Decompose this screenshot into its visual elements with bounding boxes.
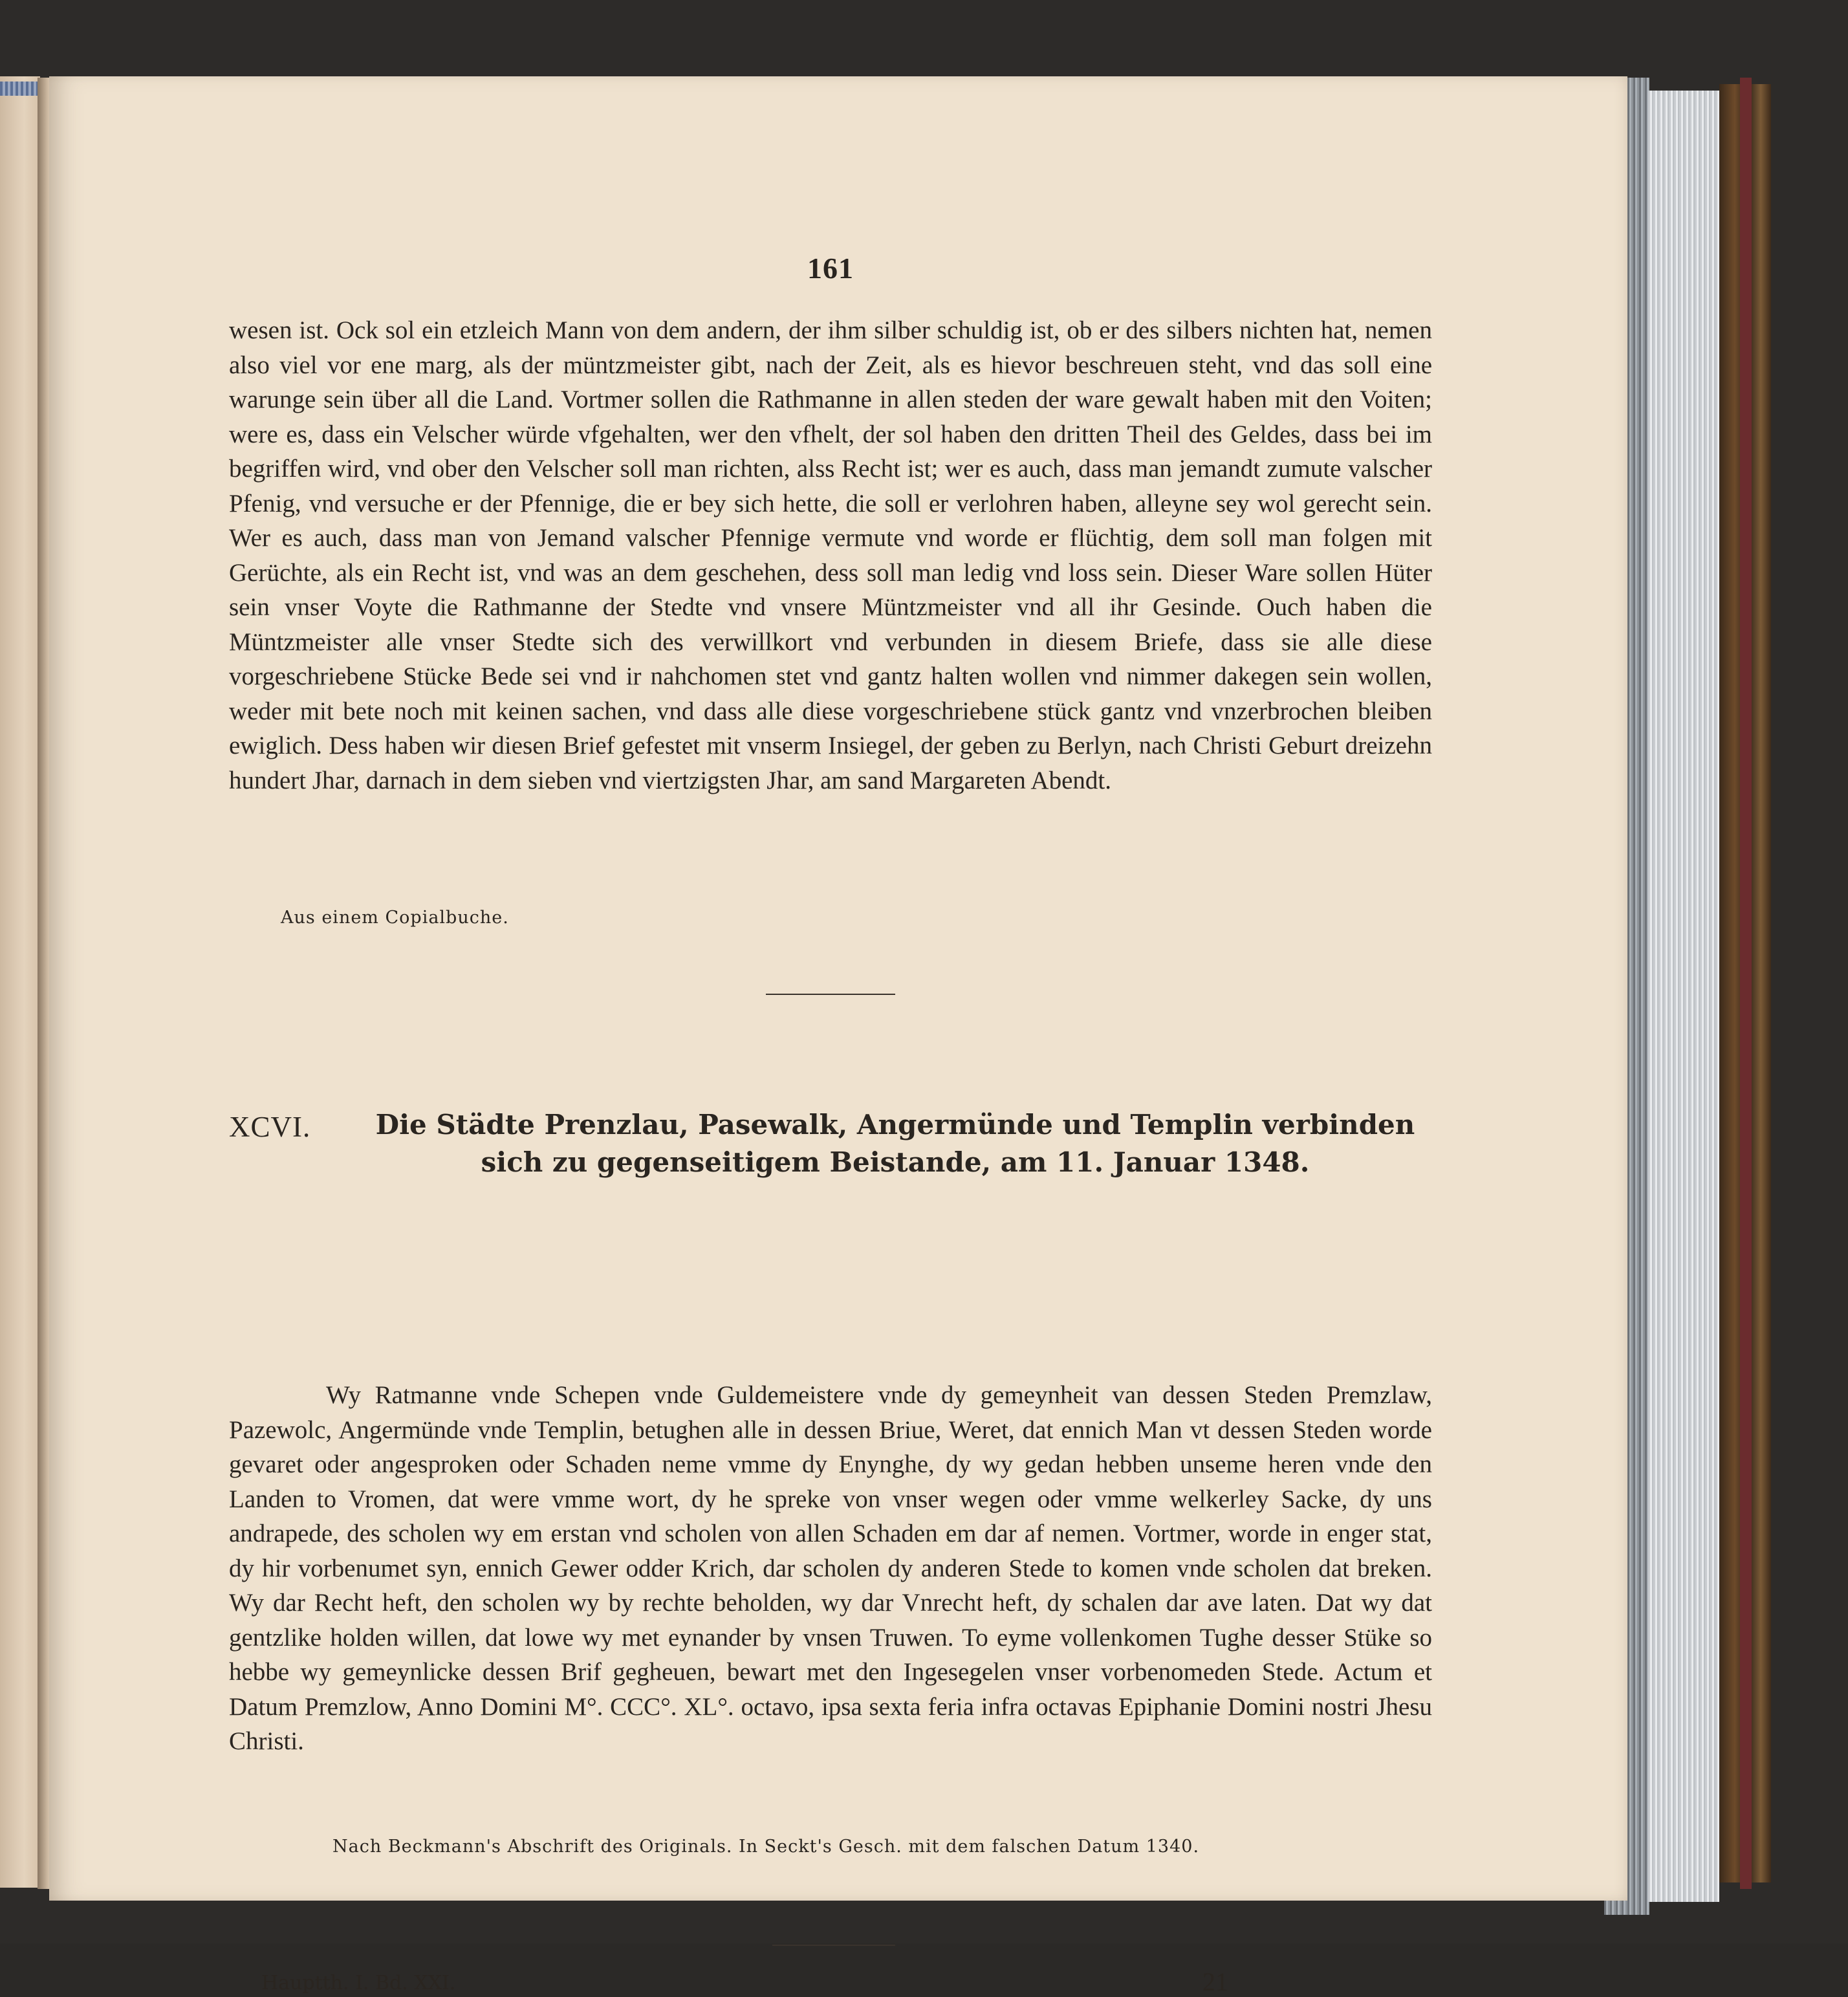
- section-divider-1: [766, 994, 895, 995]
- footer-signature: Hauptth. I. Bd. XXI.: [261, 1972, 456, 1994]
- source-note-1: Aus einem Copialbuche.: [281, 908, 509, 928]
- section-number: XCVI.: [229, 1111, 311, 1143]
- section-heading: Die Städte Prenzlau, Pasewalk, Angermünde und Templin verbinden sich zu gegenseitigem Beistande, am 11. Januar 1348.: [375, 1109, 1415, 1178]
- cover-spine: [1740, 78, 1752, 1889]
- book-page: [49, 76, 1627, 1996]
- paragraph-1: wesen ist. Ock sol ein etzleich Mann von dem andern, der ihm silber schuldig ist, ob er des silbers nichten hat, nemen also viel vor ene marg, als der müntzmeister gibt, nach der Zeit, als es hievor beschreuen steht, vnd das soll eine warunge sein über all die Land. Vortmer sollen die Rathmanne in allen steden der ware gewalt haben mit den Voiten; were es, dass ein Velscher würde vfgehalten, wer den vfhelt, der sol haben den dritten Theil des Geldes, dass bei im begriffen wird, vnd ober den Velscher soll man richten, alss Recht ist; wer es auch, dass man jemandt zumute valscher Pfenig, vnd versuche er der Pfennige, die er bey sich hette, die soll er verlohren haben, alleyne sey wol gerecht sein. Wer es auch, dass man von Jemand valscher Pfennige vermute vnd worde er flüchtig, dem soll man folgen mit Gerüchte, als ein Recht ist, vnd was an dem geschehen, dess soll man ledig vnd loss sein. Dieser Ware sollen Hüter sein vnser Voyte die Rathmanne der Stedte vnd vnsere Müntzmeister vnd all ihr Gesinde. Ouch haben die Müntzmeister alle vnser Stedte sich des verwillkort vnd verbunden in diesem Briefe, dass sie alle diese vorgeschriebene Stücke Bede sei vnd ir nahchomen stet vnd gantz halten wollen vnd nimmer dakegen sein wollen, weder mit bete noch mit keinen sachen, vnd dass alle diese vorgeschriebene stück gantz vnd vnzerbrochen bleiben ewiglich. Dess haben wir diesen Brief gefestet mit vnserm Insiegel, der geben zu Berlyn, nach Christi Geburt dreizehn hundert Jhar, darnach in dem sieben vnd viertzigsten Jhar, am sand Margareten Abendt.: [229, 316, 1432, 794]
- previous-page-edge: [0, 76, 40, 1888]
- page-edges-light: [1648, 91, 1719, 1902]
- footer-sheet-number: 21: [1202, 1967, 1228, 1996]
- source-note-2: Nach Beckmann's Abschrift des Originals. In Seckt's Gesch. mit dem falschen Datum 1340.: [332, 1837, 1200, 1857]
- page-number: 161: [807, 252, 854, 285]
- paragraph-2: Wy Ratmanne vnde Schepen vnde Guldemeistere vnde dy gemeynheit van dessen Steden Premzlaw, Pazewolc, Angermünde vnde Templin, betughen alle in dessen Briue, Weret, dat ennich Man vt dessen Steden worde gevaret oder angesproken oder Schaden neme vmme dy Enynghe, dy wy gedan hebben unseme heren vnde den Landen to Vromen, dat were vmme wort, dy he spreke von vnser wegen oder vmme welkerley Sacke, dy uns andrapede, des scholen wy em erstan vnd scholen von allen Schaden em dar af nemen. Vortmer, worde in enger stat, dy hir vorbenumet syn, ennich Gewer odder Krich, dar scholen dy anderen Stede to komen vnde scholen dat breken. Wy dar Recht heft, den scholen wy by rechte beholden, wy dar Vnrecht heft, dy schalen dar ave laten. Dat wy dat gentzlike holden willen, dat lowe wy met eynander by vnsen Truwen. To eyme vollenkomen Tughe desser Stüke so hebbe wy gemeynlicke dessen Brif gegheuen, bewart met den Ingesegelen vnser vorbenomeden Stede. Actum et Datum Premzlow, Anno Domini M°. CCC°. XL°. octavo, ipsa sexta feria infra octavas Epiphanie Domini nostri Jhesu Christi.: [229, 1381, 1432, 1755]
- section-divider-2: [772, 1945, 895, 1946]
